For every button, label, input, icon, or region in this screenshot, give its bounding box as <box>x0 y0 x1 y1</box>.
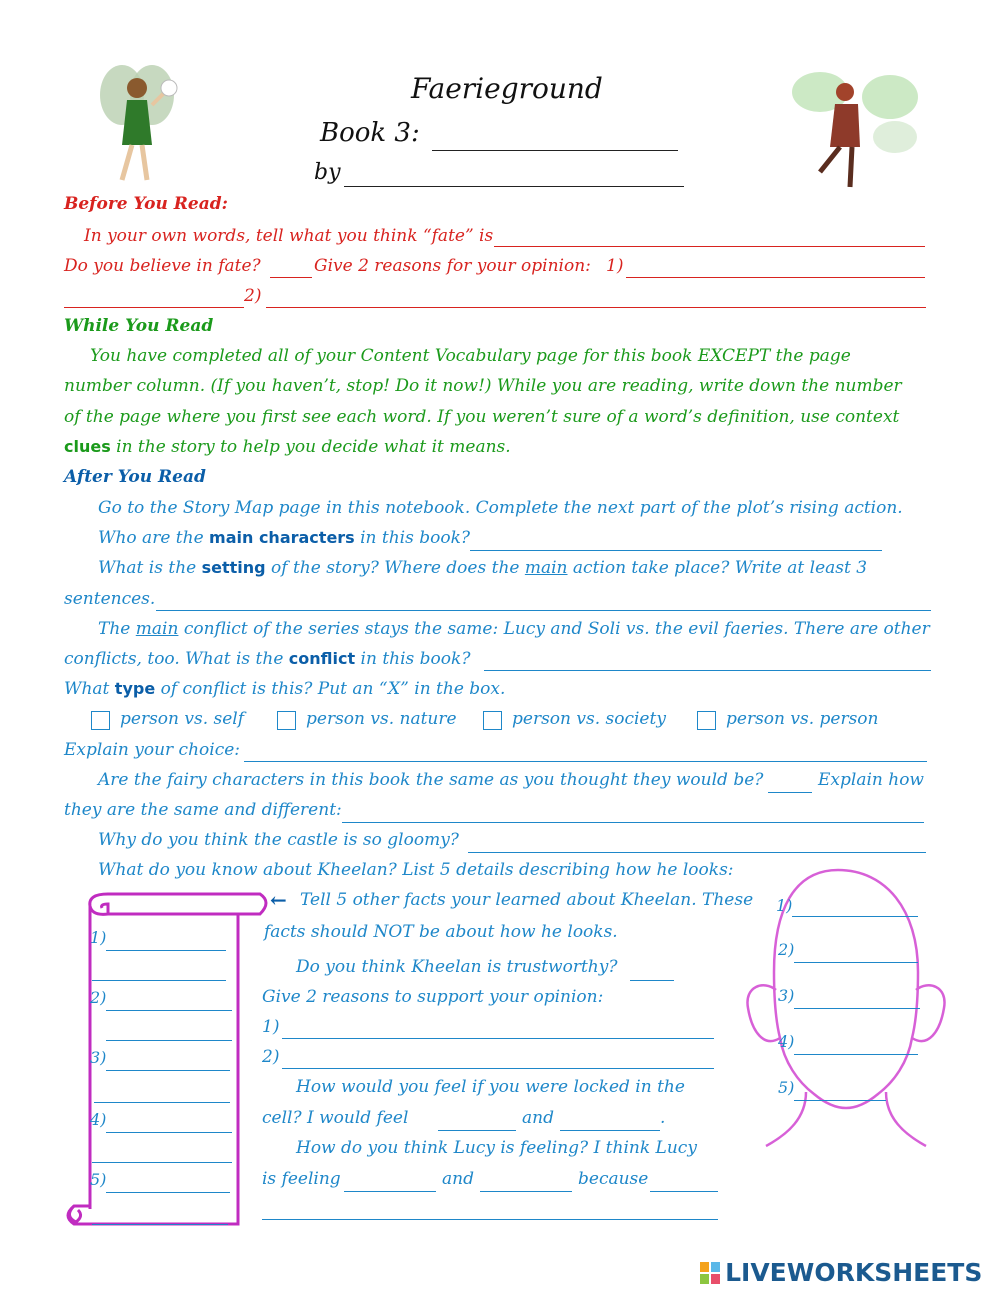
reason-2-label: 2) <box>244 286 262 306</box>
series-conflict-text: The main conflict of the series stays the same: Lucy and Soli vs. the evil faeries. There are other <box>98 619 930 639</box>
is-feeling-label: is feeling <box>262 1169 341 1189</box>
option-person-vs-society: person vs. society <box>512 709 666 729</box>
face-item-2-label: 2) <box>778 940 795 959</box>
context-clues-keyword: clues <box>64 437 111 456</box>
option-person-vs-nature: person vs. nature <box>306 709 457 729</box>
face-item-2-line[interactable] <box>794 962 918 963</box>
because-blank[interactable] <box>650 1191 718 1192</box>
face-outline <box>736 862 956 1162</box>
face-item-1-line[interactable] <box>792 916 918 917</box>
locked-cell-question: How would you feel if you were locked in the <box>296 1077 685 1097</box>
because-label: because <box>578 1169 649 1189</box>
book-title-blank[interactable] <box>432 150 678 151</box>
other-facts-line-2: facts should NOT be about how he looks. <box>264 922 618 942</box>
checkbox-person-vs-self[interactable] <box>91 711 110 730</box>
face-item-5-line[interactable] <box>794 1100 886 1101</box>
main-characters-question: Who are the main characters in this book? <box>98 528 471 548</box>
fate-question: In your own words, tell what you think “fate” is <box>84 226 494 246</box>
liveworksheets-logo <box>700 1258 982 1287</box>
explain-how-label: Explain how <box>818 770 924 790</box>
reason-1-line[interactable] <box>626 277 925 278</box>
scroll-item-3-line-2[interactable] <box>94 1102 230 1103</box>
while-line-2: number column. (If you haven’t, stop! Do it now!) While you are reading, write down the number <box>64 376 902 396</box>
face-item-4-line[interactable] <box>794 1054 918 1055</box>
option-person-vs-person: person vs. person <box>726 709 879 729</box>
conflict-type-question: What type of conflict is this? Put an “X” in the box. <box>64 679 506 699</box>
trustworthy-answer-line[interactable] <box>630 980 674 981</box>
setting-sentences-label: sentences. <box>64 589 156 609</box>
book-label: Book 3: <box>320 118 420 148</box>
would-feel-label: cell? I would feel <box>262 1108 409 1128</box>
fairy-left-image <box>92 60 182 190</box>
checkbox-person-vs-person[interactable] <box>697 711 716 730</box>
scroll-item-2-label: 2) <box>90 988 107 1007</box>
believe-question: Do you believe in fate? <box>64 256 261 276</box>
checkbox-person-vs-society[interactable] <box>483 711 502 730</box>
reason-2-line[interactable] <box>266 307 926 308</box>
support-reason-2-line[interactable] <box>282 1068 714 1069</box>
scroll-item-1-line-2[interactable] <box>92 980 226 981</box>
because-line-2[interactable] <box>262 1219 718 1220</box>
main-characters-line[interactable] <box>470 550 882 551</box>
face-item-3-line[interactable] <box>794 1008 920 1009</box>
explain-choice-line[interactable] <box>244 761 927 762</box>
feel-blank-2[interactable] <box>560 1130 660 1131</box>
same-different-line[interactable] <box>342 822 924 823</box>
conflict-line[interactable] <box>484 670 931 671</box>
scroll-item-3-line[interactable] <box>106 1070 230 1071</box>
scroll-item-5-line-2[interactable] <box>92 1224 228 1225</box>
support-reason-2-label: 2) <box>262 1047 280 1067</box>
while-line-4: clues in the story to help you decide what it means. <box>64 437 511 457</box>
face-item-3-label: 3) <box>778 986 795 1005</box>
fairy-same-answer-line[interactable] <box>768 792 812 793</box>
setting-question: What is the setting of the story? Where does the main action take place? Write at least 3 <box>98 558 868 578</box>
kheelan-looks-question: What do you know about Kheelan? List 5 details describing how he looks: <box>98 860 734 880</box>
author-blank[interactable] <box>344 186 684 187</box>
liveworksheets-logo-icon <box>700 1262 720 1284</box>
scroll-item-1-line[interactable] <box>106 950 226 951</box>
face-item-1-label: 1) <box>776 896 793 915</box>
scroll-item-2-line-2[interactable] <box>106 1040 232 1041</box>
reason-1-label: 1) <box>606 256 624 276</box>
while-line-1: You have completed all of your Content Vocabulary page for this book EXCEPT the page <box>90 346 851 366</box>
face-item-5-label: 5) <box>778 1078 795 1097</box>
after-heading: After You Read <box>64 467 206 487</box>
scroll-item-4-label: 4) <box>90 1110 107 1129</box>
other-facts-line-1: Tell 5 other facts your learned about Kheelan. These <box>300 890 754 910</box>
scroll-item-2-line[interactable] <box>106 1010 232 1011</box>
feel-period: . <box>660 1108 666 1128</box>
scroll-item-5-line[interactable] <box>106 1192 230 1193</box>
conflict-question: conflicts, too. What is the conflict in this book? <box>64 649 471 669</box>
feel-and-label: and <box>522 1108 554 1128</box>
support-opinion-label: Give 2 reasons to support your opinion: <box>262 987 604 1007</box>
lucy-feel-blank-2[interactable] <box>480 1191 572 1192</box>
fairy-characters-question: Are the fairy characters in this book the same as you thought they would be? <box>98 770 764 790</box>
explain-choice-label: Explain your choice: <box>64 740 241 760</box>
lucy-and-label: and <box>442 1169 474 1189</box>
arrow-left-icon: ← <box>270 888 287 912</box>
liveworksheets-wordmark: LIVEWORKSHEETS <box>725 1258 983 1287</box>
page-title: Faerieground <box>411 72 603 105</box>
while-heading: While You Read <box>64 316 214 336</box>
checkbox-person-vs-nature[interactable] <box>277 711 296 730</box>
lucy-feel-blank-1[interactable] <box>344 1191 436 1192</box>
castle-question: Why do you think the castle is so gloomy? <box>98 830 459 850</box>
believe-answer-line[interactable] <box>270 277 312 278</box>
trustworthy-question: Do you think Kheelan is trustworthy? <box>296 957 618 977</box>
scroll-item-4-line-2[interactable] <box>92 1162 232 1163</box>
face-item-4-label: 4) <box>778 1032 795 1051</box>
fairy-right-image <box>790 62 920 192</box>
support-reason-1-label: 1) <box>262 1017 280 1037</box>
castle-line[interactable] <box>468 852 926 853</box>
by-label: by <box>314 160 341 185</box>
scroll-item-1-label: 1) <box>90 928 107 947</box>
scroll-item-4-line[interactable] <box>106 1132 232 1133</box>
story-map-instruction: Go to the Story Map page in this notebook. Complete the next part of the plot’s rising action. <box>98 498 903 518</box>
reason-1-line-cont[interactable] <box>64 307 244 308</box>
support-reason-1-line[interactable] <box>282 1038 714 1039</box>
lucy-feeling-question: How do you think Lucy is feeling? I think Lucy <box>296 1138 697 1158</box>
option-person-vs-self: person vs. self <box>120 709 245 729</box>
scroll-item-5-label: 5) <box>90 1170 107 1189</box>
fate-answer-line[interactable] <box>494 246 925 247</box>
same-different-label: they are the same and different: <box>64 800 342 820</box>
feel-blank-1[interactable] <box>438 1130 516 1131</box>
reasons-question: Give 2 reasons for your opinion: <box>314 256 591 276</box>
before-heading: Before You Read: <box>64 194 228 214</box>
scroll-item-3-label: 3) <box>90 1048 107 1067</box>
setting-line[interactable] <box>156 610 931 611</box>
while-line-3: of the page where you first see each word. If you weren’t sure of a word’s definition, use context <box>64 407 900 427</box>
